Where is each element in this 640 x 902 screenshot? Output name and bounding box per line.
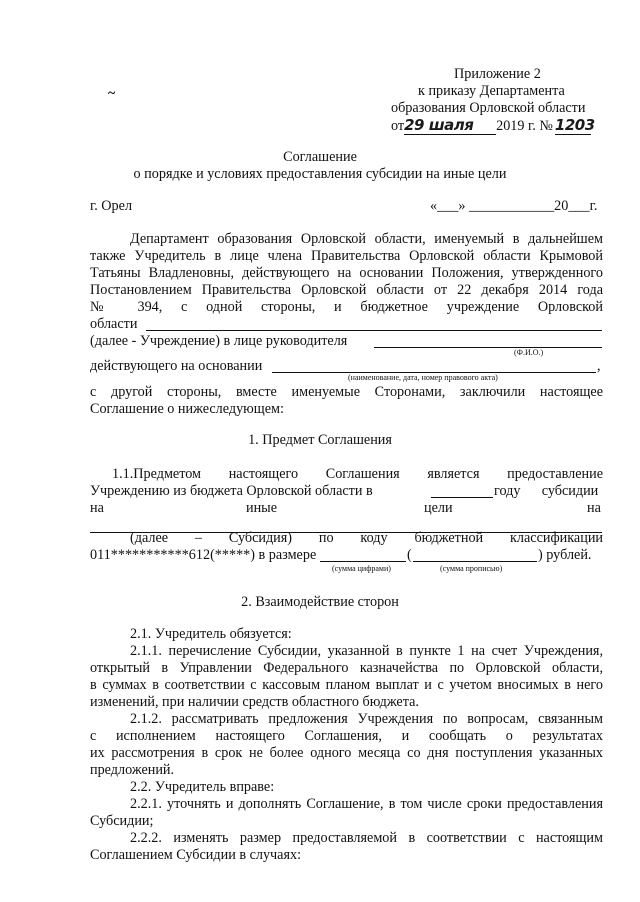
director-name-blank[interactable] (374, 347, 602, 348)
appendix-order-ref: к приказу Департамента (418, 83, 565, 99)
section-1-line-5-end: ) рублей. (538, 547, 592, 563)
clause-2-1-2-line-2: с исполнением настоящего Соглашения, и сообщать о результатах (90, 728, 603, 744)
institution-label: (далее - Учреждение) в лице руководителя (90, 333, 348, 349)
section-1-heading: 1. Предмет Соглашения (248, 432, 392, 448)
preamble-line-2: также Учредитель в лице члена Правительства Орловской области Крымовой (90, 248, 603, 264)
preamble-line-1: Департамент образования Орловской области, именуемый в дальнейшем (130, 231, 603, 247)
word-inye: иные (246, 500, 278, 516)
oblast-label: области (90, 316, 138, 332)
word-tseli: цели (424, 500, 453, 516)
appendix-department: образования Орловской области (391, 100, 586, 116)
stray-mark: ~ (108, 86, 116, 101)
basis-caption: (наименование, дата, номер правового акта) (348, 373, 498, 382)
clause-2-2-1-line-1: 2.2.1. уточнять и дополнять Соглашение, в том числе сроки предоставления (130, 796, 603, 812)
clause-2-1: 2.1. Учредитель обязуется: (130, 626, 292, 642)
acting-label: действующего на основании (90, 358, 263, 374)
clause-2-1-1-line-1: 2.1.1. перечисление Субсидии, указанной в пункте 1 на счет Учреждения, (130, 643, 603, 659)
clause-2-1-2-line-1: 2.1.2. рассматривать предложения Учреждения по вопросам, связанным (130, 711, 603, 727)
appendix-date-line (391, 116, 595, 135)
clause-2-1-1-line-2: открытый в Управлении Федерального казначейства по Орловской области, (90, 660, 603, 676)
handwritten-date: 29 шаля (404, 117, 496, 135)
section-1-line-2-end: году субсидии (494, 483, 599, 499)
preamble-line-3: Татьяны Владленовны, действующего на основании Положения, утвержденного (90, 265, 603, 281)
caption-digits: (сумма цифрами) (332, 564, 391, 573)
preamble-line-4: Постановлением Правительства Орловской области от 22 декабря 2014 года (90, 282, 603, 298)
acting-comma: , (597, 358, 601, 374)
section-2-heading: 2. Взаимодействие сторон (241, 594, 399, 610)
clause-2-1-2-line-4: предложений. (90, 762, 175, 778)
fio-caption: (Ф.И.О.) (514, 348, 544, 357)
word-na-1: на (90, 500, 104, 516)
section-1-line-2-start: Учреждению из бюджета Орловской области в (90, 483, 373, 499)
clause-2-2-2-line-1: 2.2.2. изменять размер предоставляемой в соответствии с настоящим (130, 830, 603, 846)
caption-words: (сумма прописью) (440, 564, 503, 573)
amount-words-blank[interactable] (413, 561, 537, 562)
institution-name-blank[interactable] (146, 330, 602, 331)
handwritten-number: 1203 (554, 116, 595, 134)
section-1-line-1: 1.1.Предметом настоящего Соглашения является предоставление (112, 466, 603, 482)
date-prefix: от (391, 118, 405, 134)
agreement-subtitle: о порядке и условиях предоставления субсидии на иные цели (133, 166, 507, 182)
clause-2-2-2-line-2: Соглашением Субсидии в случаях: (90, 847, 302, 863)
year-blank[interactable] (431, 497, 493, 498)
clause-2-1-1-line-4: изменений, при наличии средств областного бюджета. (90, 694, 419, 710)
clause-2-2: 2.2. Учредитель вправе: (130, 779, 275, 795)
closing-line-1: с другой стороны, вместе именуемые Сторонами, заключили настоящее (90, 384, 603, 400)
closing-line-2: Соглашение о нижеследующем: (90, 401, 284, 417)
agreement-title: Соглашение (283, 149, 357, 165)
date-year: 2019 г. № (496, 118, 553, 134)
section-1-line-4: (далее – Субсидия) по коду бюджетной классификации (130, 530, 603, 546)
clause-2-1-2-line-3: их рассмотрения в срок не более одного месяца со дня поступления указанных (90, 745, 603, 761)
paren-open: ( (407, 547, 412, 563)
agreement-date-blank: «___» ____________20___г. (430, 198, 598, 214)
clause-2-1-1-line-3: в суммах в соответствии с кассовым планом выплат и с учетом вносимых в него (90, 677, 603, 693)
section-1-line-5-start: 011***********612(*****) в размере (90, 547, 317, 563)
preamble-line-5: № 394, с одной стороны, и бюджетное учреждение Орловской (90, 299, 603, 315)
word-na-2: на (587, 500, 601, 516)
appendix-title: Приложение 2 (454, 66, 541, 82)
clause-2-2-1-line-2: Субсидии; (90, 813, 154, 829)
amount-digits-blank[interactable] (320, 561, 406, 562)
city-label: г. Орел (90, 198, 133, 214)
